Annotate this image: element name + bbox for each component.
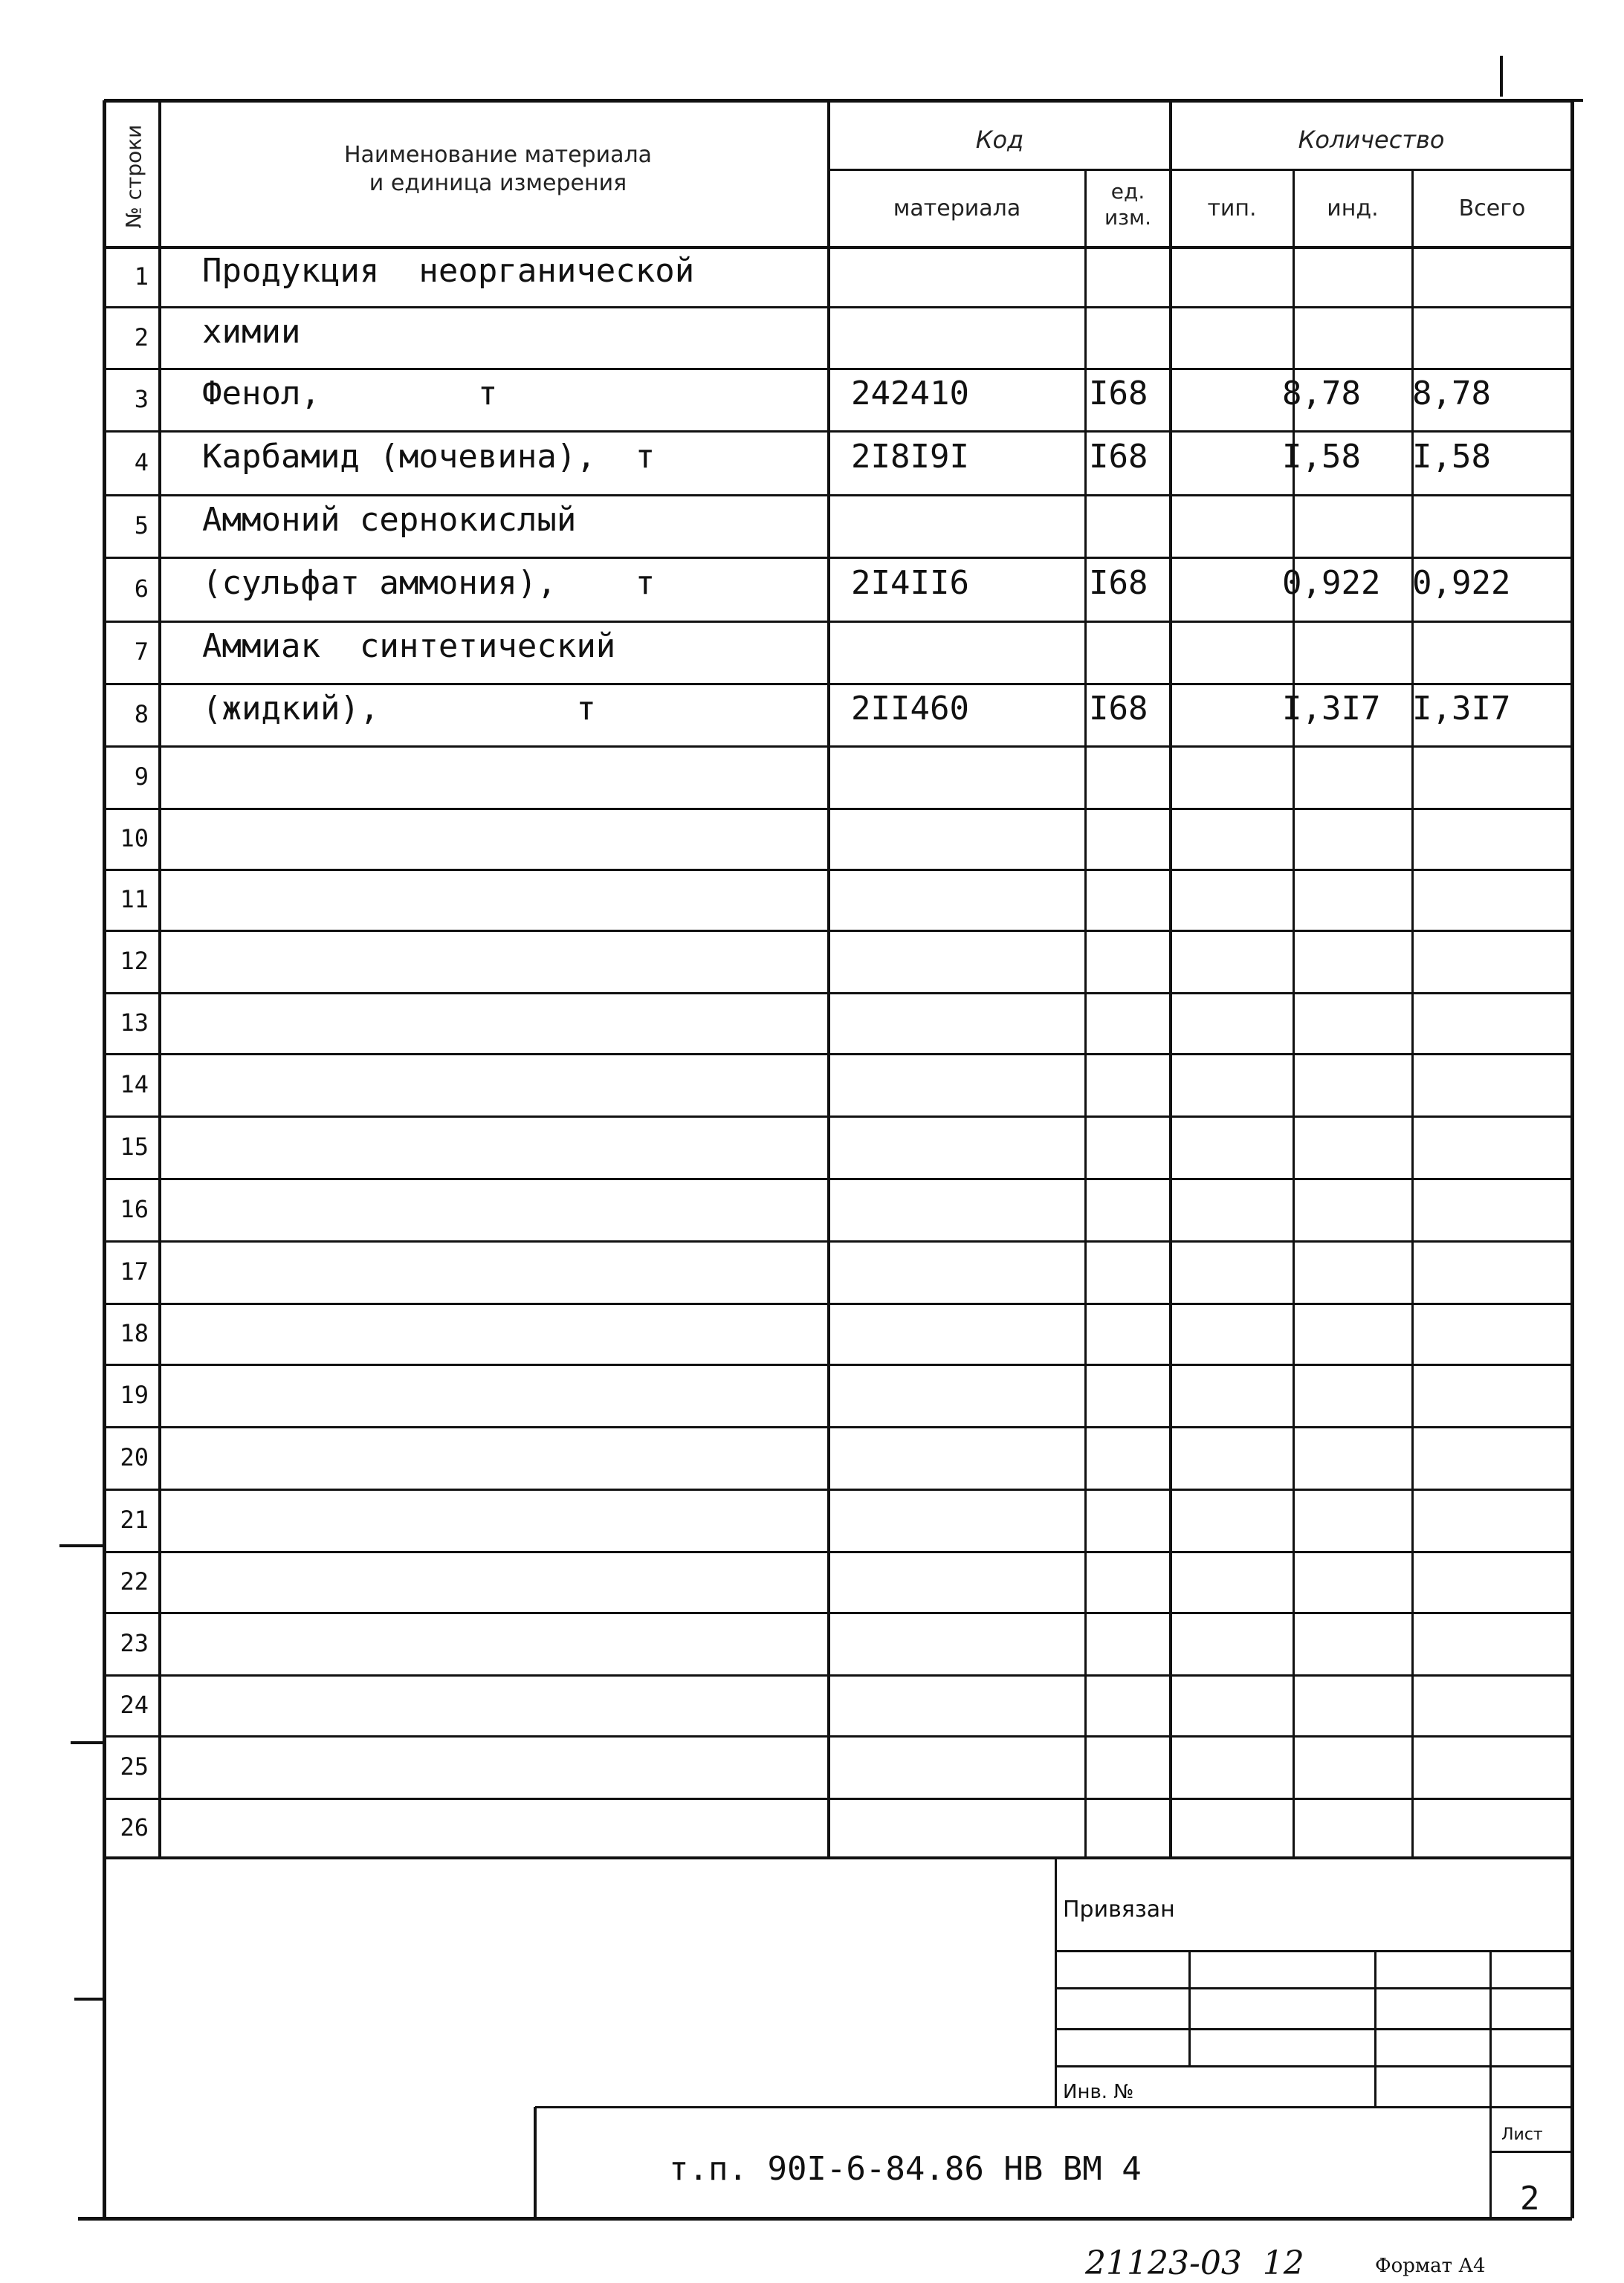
col-line-unit xyxy=(1169,100,1172,1858)
cell-ind: I,58 xyxy=(1282,438,1361,476)
cell-n: 14 xyxy=(120,1070,149,1098)
stamp-line xyxy=(1055,2065,1572,2067)
attached-label: Привязан xyxy=(1063,1897,1175,1923)
stamp-line xyxy=(1055,2028,1572,2030)
stamp-line xyxy=(1055,1950,1572,1952)
row-line xyxy=(104,1178,1572,1180)
cell-unit: I68 xyxy=(1089,375,1148,412)
cell-unit: I68 xyxy=(1089,690,1148,728)
cell-n: 4 xyxy=(134,448,149,476)
row-line xyxy=(104,1053,1572,1055)
col-line-code xyxy=(1084,169,1087,1858)
ind-header: инд. xyxy=(1327,195,1379,221)
unit-header-line2: изм. xyxy=(1104,205,1152,230)
sheet-number: 2 xyxy=(1520,2180,1540,2218)
col-line-tip xyxy=(1293,169,1295,1858)
name-header-line2: и единица измерения xyxy=(369,169,627,196)
cell-n: 11 xyxy=(120,885,149,913)
cell-n: 17 xyxy=(120,1257,149,1286)
row-line xyxy=(104,368,1572,370)
header-mid-line xyxy=(829,169,1572,171)
cell-ind: I,3I7 xyxy=(1282,690,1381,728)
row-line xyxy=(104,869,1572,871)
cell-total: 8,78 xyxy=(1412,375,1491,412)
handwritten-number: 21123-03 12 xyxy=(1085,2244,1304,2282)
margin-tick xyxy=(74,1998,104,2001)
cell-total: I,3I7 xyxy=(1412,690,1511,728)
row-line xyxy=(104,430,1572,433)
stamp-line xyxy=(1055,1987,1572,1989)
unit-header xyxy=(1085,178,1171,230)
row-line xyxy=(104,992,1572,994)
table-top-border xyxy=(104,99,1572,103)
row-line xyxy=(104,621,1572,623)
cell-code: 2I8I9I xyxy=(851,438,969,476)
cell-ind: 0,922 xyxy=(1282,564,1381,602)
stamp-line xyxy=(534,2107,537,2218)
row-line xyxy=(104,1551,1572,1553)
cell-name: (сульфат аммония), т xyxy=(202,564,656,602)
cell-n: 16 xyxy=(120,1195,149,1223)
row-line xyxy=(104,1856,1572,1859)
row-line xyxy=(104,1735,1572,1738)
table-bottom-border xyxy=(78,2217,1572,2221)
cell-name: химии xyxy=(202,312,301,351)
row-line xyxy=(104,1798,1572,1800)
row-line xyxy=(104,930,1572,932)
row-line xyxy=(104,1674,1572,1677)
col-line-ind xyxy=(1411,169,1414,1858)
format-label: Формат А4 xyxy=(1375,2255,1486,2277)
row-line xyxy=(104,494,1572,496)
cell-n: 6 xyxy=(134,574,149,603)
cell-n: 22 xyxy=(120,1567,149,1596)
table-right-border xyxy=(1570,100,1574,2218)
stamp-line xyxy=(1489,1951,1492,2218)
row-line xyxy=(104,1364,1572,1366)
code-group-header: Код xyxy=(975,126,1024,154)
row-line xyxy=(104,1426,1572,1428)
cell-name: Фенол, т xyxy=(202,375,498,412)
row-line xyxy=(104,557,1572,559)
row-line xyxy=(104,1303,1572,1305)
sheet-label: Лист xyxy=(1501,2125,1543,2144)
cell-total: 0,922 xyxy=(1412,564,1511,602)
document-designation: т.п. 90I-6-84.86 НВ ВМ 4 xyxy=(669,2150,1142,2188)
cell-n: 19 xyxy=(120,1381,149,1409)
cell-n: 13 xyxy=(120,1008,149,1037)
row-line xyxy=(104,683,1572,685)
cell-unit: I68 xyxy=(1089,438,1148,476)
cell-name: Продукция неорганической xyxy=(202,252,695,290)
cell-code: 242410 xyxy=(851,375,969,412)
cell-code: 2II460 xyxy=(851,690,969,728)
cell-name: (жидкий), т xyxy=(202,690,596,728)
row-line xyxy=(104,1115,1572,1118)
cell-n: 5 xyxy=(134,511,149,540)
cell-code: 2I4II6 xyxy=(851,564,969,602)
row-number-header-label: № строки xyxy=(121,124,146,229)
cell-n: 26 xyxy=(120,1813,149,1842)
row-number-header xyxy=(111,111,156,245)
cell-n: 20 xyxy=(120,1443,149,1471)
col-line-num xyxy=(158,100,161,1858)
cell-name: Аммоний сернокислый xyxy=(202,501,577,539)
cell-unit: I68 xyxy=(1089,564,1148,602)
row-line xyxy=(104,1489,1572,1491)
cell-n: 24 xyxy=(120,1691,149,1719)
cell-n: 7 xyxy=(134,638,149,666)
cell-n: 3 xyxy=(134,385,149,413)
cell-total: I,58 xyxy=(1412,438,1491,476)
cell-n: 23 xyxy=(120,1629,149,1657)
header-bottom-line xyxy=(104,246,1572,249)
material-code-header: материала xyxy=(893,195,1021,221)
cell-n: 15 xyxy=(120,1133,149,1161)
stamp-line xyxy=(1374,1951,1376,2107)
tip-header: тип. xyxy=(1207,195,1257,221)
cell-n: 9 xyxy=(134,762,149,791)
margin-tick xyxy=(71,1741,104,1744)
cell-n: 10 xyxy=(120,824,149,852)
cell-n: 25 xyxy=(120,1752,149,1781)
row-line xyxy=(104,808,1572,810)
cell-n: 12 xyxy=(120,947,149,975)
stamp-line xyxy=(1055,1858,1057,2107)
stamp-line xyxy=(1188,1951,1191,2066)
inv-label: Инв. № xyxy=(1063,2081,1134,2103)
row-line xyxy=(104,1612,1572,1614)
cell-name: Аммиак синтетический xyxy=(202,627,616,665)
margin-tick xyxy=(59,1544,104,1547)
cell-n: 21 xyxy=(120,1506,149,1534)
cell-n: 18 xyxy=(120,1319,149,1347)
cell-name: Карбамид (мочевина), т xyxy=(202,438,656,476)
quantity-group-header: Количество xyxy=(1298,126,1445,154)
name-header xyxy=(167,141,829,197)
corner-mark xyxy=(1568,99,1583,102)
row-line xyxy=(104,1240,1572,1243)
total-header: Всего xyxy=(1458,195,1526,221)
cell-n: 1 xyxy=(134,262,149,291)
row-line xyxy=(104,745,1572,748)
stamp-line xyxy=(535,2106,1572,2108)
stamp-line xyxy=(1490,2151,1572,2153)
cell-n: 2 xyxy=(134,323,149,352)
cell-ind: 8,78 xyxy=(1282,375,1361,412)
col-line-name xyxy=(827,100,830,1858)
row-line xyxy=(104,306,1572,308)
cell-n: 8 xyxy=(134,700,149,728)
corner-mark xyxy=(1500,56,1503,97)
name-header-line1: Наименование материала xyxy=(343,142,653,168)
unit-header-line1: ед. xyxy=(1110,179,1145,204)
